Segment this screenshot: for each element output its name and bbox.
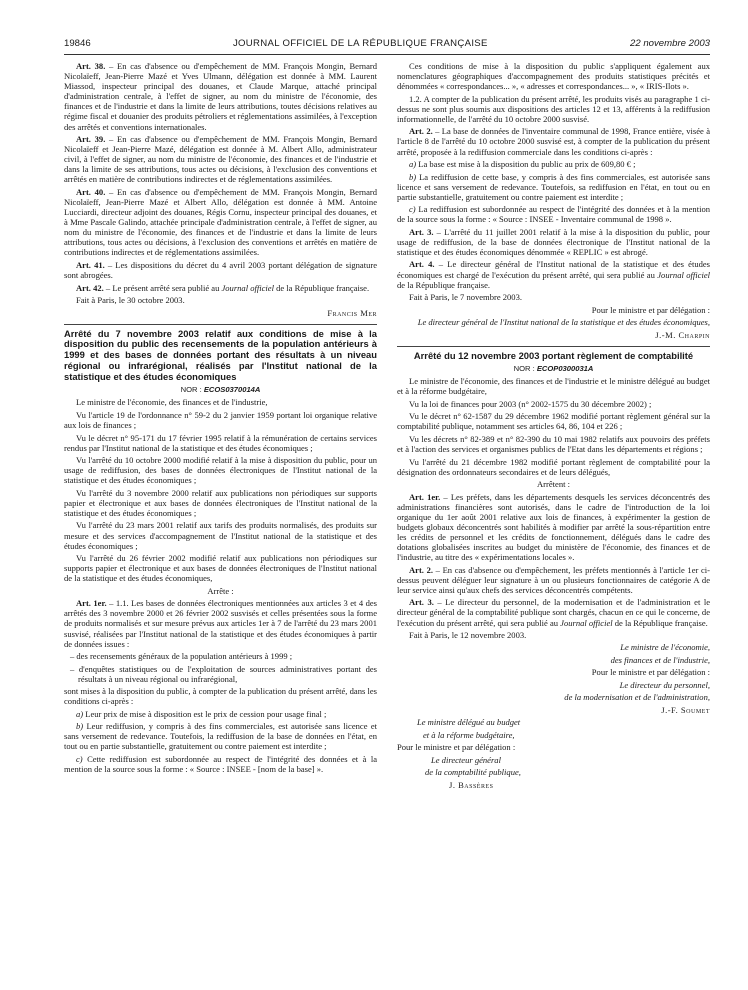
condition-a: a) La base est mise à la disposition du public au prix de 609,80 € ; xyxy=(409,159,636,170)
signatory-name: J.-M. Charpin xyxy=(655,329,710,340)
right-column xyxy=(397,61,710,792)
signatory-title: Le directeur général xyxy=(431,754,501,765)
paragraph: 1.2. A compter de la publication du présent arrêté, les produits visés au paragraphe 1 ci-dessus ne sont plus soumis aux dispositions des articles 12 et 13, afférents à la rediffusion informationnelle, de l'arrêté du 10 octobre 2000 susvisé. xyxy=(397,93,710,124)
article-38: Art. 38. – En cas d'absence ou d'empêchement de MM. François Mongin, Bernard Nicolaïeff, Jean-Pierre Mazé et Yves Ulmann, délégation est donnée à MM. Laurent Miassod, inspecteur principal des douanes, et Claude Marque, attaché principal d'administration centrale, à l'effet de signer, au nom du ministre de l'économie, des finances et de l'industrie et dans la limite de leurs attributions, toutes décisions relatives au régime fiscal et douanier des produits pétroliers et réglementations assimilées, à l'exception des arrêtés et conventions internationales. xyxy=(64,61,377,132)
nor-reference: NOR : ECOS0370014A xyxy=(180,384,261,394)
signature-place-date: Fait à Paris, le 30 octobre 2003. xyxy=(76,295,185,306)
article-41: Art. 41. – Les dispositions du décret du 4 avril 2003 portant délégation de signature sont abrogées. xyxy=(64,259,377,281)
section-divider xyxy=(64,324,377,325)
condition-c: c) La rediffusion est subordonnée au respect de l'intégrité des données et à la mention de la source sous la forme : « Source : INSEE - Inventaire communal de 1998 ». xyxy=(397,204,710,225)
preamble-vu: Vu l'arrêté du 21 décembre 1982 modifié portant règlement de comptabilité pour la désignation des ordonnateurs secondaires et de leurs délégués, xyxy=(397,456,710,477)
signatory-name: J. Bassères xyxy=(449,779,494,790)
preamble-vu: Vu l'arrêté du 3 novembre 2000 relatif aux publications non périodiques sur supports papier et électronique et aux bases de données électroniques de l'Institut national de la statistique et des études économiques ; xyxy=(64,487,377,518)
signature-place-date: Fait à Paris, le 12 novembre 2003. xyxy=(409,629,527,640)
condition-c: c) Cette rediffusion est subordonnée au respect de l'intégrité des données et à la mention de la source sous la forme : « Source : INSEE - [nom de la base] ». xyxy=(64,753,377,775)
preamble-vu: Vu l'arrêté du 10 octobre 2000 modifié relatif à la mise à disposition du public, pour un usage de rediffusion, des bases de données électroniques de l'Institut national de la statistique et des études économiques ; xyxy=(64,455,377,486)
article-1: Art. 1er. – Les préfets, dans les départements desquels les services déconcentrés des administrations financières sont autorisés, dans le cadre de l'introduction de la loi organique du 1er août 2001 relative aux lois de finances, à expérimenter la gestion de budgets globaux déconcentrés sont habilités à modifier par arrêté la sous-répartition entre les crédits de personnel et les crédits de fonctionnement, délégués dans le cadre des dotations globalisées inscrites au budget du ministère de l'économie, des finances et de l'industrie, au titre des « expérimentations locales ». xyxy=(397,491,710,563)
article-40: Art. 40. – En cas d'absence ou d'empêchement de MM. François Mongin, Bernard Nicolaïeff, Jean-Pierre Mazé et Albert Allo, délégation est donnée à MM. Antoine Lucciardi, directeur adjoint des douanes, Régis Cornu, inspecteur principal des douanes, et à Mme Pascale Galindo, attachée principale d'administration centrale, à l'effet de signer, au nom du ministre de l'économie, des finances et de l'industrie et dans la limite de leurs attributions, tous actes ou décisions, à l'exclusion des conventions et arrêtés en matière de contributions indirectes et de réglementations assimilées. xyxy=(64,186,377,258)
left-column xyxy=(64,61,377,792)
two-column-body xyxy=(64,61,710,792)
decree-title: Arrêté du 7 novembre 2003 relatif aux conditions de mise à la disposition du public des recensements de la population antérieurs à 1999 et des bases de données portant des résultats à un niveau régional ou infrarégional, réalisés par l'Institut national de la statistique et des études économiques xyxy=(64,327,377,382)
signatory-name: J.-F. Soumet xyxy=(661,704,710,715)
article-2: Art. 2. – La base de données de l'inventaire communal de 1998, France entière, visée à l'article 8 de l'arrêté du 10 octobre 2000 susvisé est, à compter de la publication du présent arrêté, proposée à la rediffusion commerciale dans les conditions ci-après : xyxy=(397,126,710,157)
article-3: Art. 3. – L'arrêté du 11 juillet 2001 relatif à la mise à la disposition du public, pour usage de rediffusion, de la base de données électronique de l'Institut national de la statistique et des études économiques dénommée « REPLIC » est abrogé. xyxy=(397,226,710,257)
preamble-vu: Vu l'article 19 de l'ordonnance n° 59-2 du 2 janvier 1959 portant loi organique relative aux lois de finances ; xyxy=(64,409,377,431)
issue-date: 22 novembre 2003 xyxy=(629,38,710,49)
article-2: Art. 2. – En cas d'absence ou d'empêchement, les préfets mentionnés à l'article 1er ci-dessus peuvent déléguer leur signature à un ou plusieurs fonctionnaires de catégorie A de leur service ainsi qu'aux chefs des services déconcentrés compétents. xyxy=(397,564,711,595)
signatory-title: de la modernisation et de l'administration, xyxy=(564,692,710,703)
article-1: Art. 1er. – 1.1. Les bases de données électroniques mentionnées aux articles 3 et 4 des arrêtés des 3 novembre 2000 et 26 février 2002 susvisés et celles présentées sous la forme de produits normalisés et sur mesure prévus aux articles 1er à 7 de l'arrêté du 23 mars 2001 susvisé, réalisées par l'Institut national de la statistique et des études économiques à partir de données issues : xyxy=(64,598,377,649)
signatory-name: Francis Mer xyxy=(327,307,377,318)
article-4: Art. 4. – Le directeur général de l'Institut national de la statistique et des études économiques est chargé de l'exécution du présent arrêté, qui sera publié au Journal officiel de la République française. xyxy=(397,259,710,290)
condition-a: a) Leur prix de mise à disposition est le prix de cession pour usage final ; xyxy=(76,708,327,719)
signatory-title: Le ministre délégué au budget xyxy=(417,717,521,728)
section-divider xyxy=(397,346,710,347)
delegation-line: Pour le ministre et par délégation : xyxy=(591,667,710,678)
delegation-line: Pour le ministre et par délégation : xyxy=(397,742,516,753)
article-3: Art. 3. – Le directeur du personnel, de la modernisation et de l'administration et le directeur général de la comptabilité publique sont chargés, chacun en ce qui le concerne, de l'exécution du présent arrêté, qui sera publié au Journal officiel de la République française. xyxy=(397,597,711,628)
signatory-title: Le directeur général de l'Institut national de la statistique et des études économiques, xyxy=(417,317,710,328)
preamble-vu: Vu la loi de finances pour 2003 (n° 2002-1575 du 30 décembre 2002) ; xyxy=(409,398,652,409)
signatory-title: de la comptabilité publique, xyxy=(425,767,521,778)
delegation-line: Pour le ministre et par délégation : xyxy=(591,304,710,315)
list-item: – d'enquêtes statistiques ou de l'exploitation de sources administratives portant des résultats à un niveau régional ou infrarégional, xyxy=(70,663,377,684)
arrete-heading: Arrête : xyxy=(207,585,234,596)
preamble-vu: Vu l'arrêté du 26 février 2002 modifié relatif aux publications non périodiques sur supports papier et électronique et aux bases de données électroniques de l'Institut national de la statistique et des études économiques, xyxy=(64,553,377,584)
article-42: Art. 42. – Le présent arrêté sera publié au Journal officiel de la République française. xyxy=(76,282,370,293)
nor-reference: NOR : ECOP0300031A xyxy=(513,363,594,373)
signatory-title: des finances et de l'industrie, xyxy=(610,654,710,665)
condition-b: b) La rediffusion de cette base, y compris à des fins commerciales, est autorisée sans licence et sans versement de redevance. Toutefois, sa rediffusion en l'état, en tout ou en partie substantielle, gratuitement ou contre paiement est interdite ; xyxy=(397,171,710,202)
signatory-title: Le directeur du personnel, xyxy=(619,679,710,690)
paragraph: Ces conditions de mise à la disposition du public s'appliquent également aux nomenclatures géographiques d'accompagnement des produits statistiques précités et dénommées « correspondances... », « adresses et correspondances... », « IRIS-Ilots ». xyxy=(397,61,710,92)
preamble-vu: Vu le décret n° 62-1587 du 29 décembre 1962 modifié portant règlement général sur la comptabilité publique, notamment ses articles 64, 86, 104 et 226 ; xyxy=(397,411,710,432)
signatory-title: Le ministre de l'économie, xyxy=(620,642,710,653)
journal-title: JOURNAL OFFICIEL DE LA RÉPUBLIQUE FRANÇAISE xyxy=(232,38,488,49)
preamble-minister: Le ministre de l'économie, des finances et de l'industrie, xyxy=(76,397,268,408)
article-39: Art. 39. – En cas d'absence ou d'empêchement de MM. François Mongin, Bernard Nicolaïeff et Jean-Pierre Mazé, délégation est donnée à M. Albert Allo, administrateur civil, à l'effet de signer, au nom du ministre de l'économie, des finances et de l'industrie et dans la limite de ses attributions, tous actes ou décisions, à l'exclusion des conventions et arrêtés en matière de contributions indirectes et de réglementations assimilées. xyxy=(64,134,377,185)
list-item: – des recensements généraux de la population antérieurs à 1999 ; xyxy=(70,651,293,662)
signature-place-date: Fait à Paris, le 7 novembre 2003. xyxy=(409,292,522,303)
signatory-title: et à la réforme budgétaire, xyxy=(423,729,515,740)
arrete-heading: Arrêtent : xyxy=(537,479,570,490)
preamble-vu: Vu les décrets n° 82-389 et n° 82-390 du 10 mai 1982 relatifs aux pouvoirs des préfets et à l'action des services et organismes publics de l'Etat dans les départements et régions ; xyxy=(397,433,710,455)
preamble-minister: Le ministre de l'économie, des finances et de l'industrie et le ministre délégué au budget et à la réforme budgétaire, xyxy=(397,376,710,397)
preamble-vu: Vu l'arrêté du 23 mars 2001 relatif aux tarifs des produits normalisés, des produits sur mesure et des services d'accompagnement de l'Institut national de la statistique et des études économiques ; xyxy=(64,520,377,551)
condition-b: b) Leur rediffusion, y compris à des fins commerciales, est autorisée sans licence et sans versement de redevance. Toutefois, la rediffusion de la base de données en l'état, en tout ou en partie substantielle, gratuitement ou contre paiement est interdite ; xyxy=(64,721,377,752)
paragraph: sont mises à la disposition du public, à compter de la publication du présent arrêté, dans les conditions ci-après : xyxy=(64,686,377,707)
preamble-vu: Vu le décret n° 95-171 du 17 février 1995 relatif à la rémunération de certains services rendus par l'Institut national de la statistique et des études économiques ; xyxy=(64,432,377,453)
decree-title: Arrêté du 12 novembre 2003 portant règlement de comptabilité xyxy=(413,349,694,361)
page-header xyxy=(64,38,710,55)
page-number: 19846 xyxy=(64,38,91,49)
